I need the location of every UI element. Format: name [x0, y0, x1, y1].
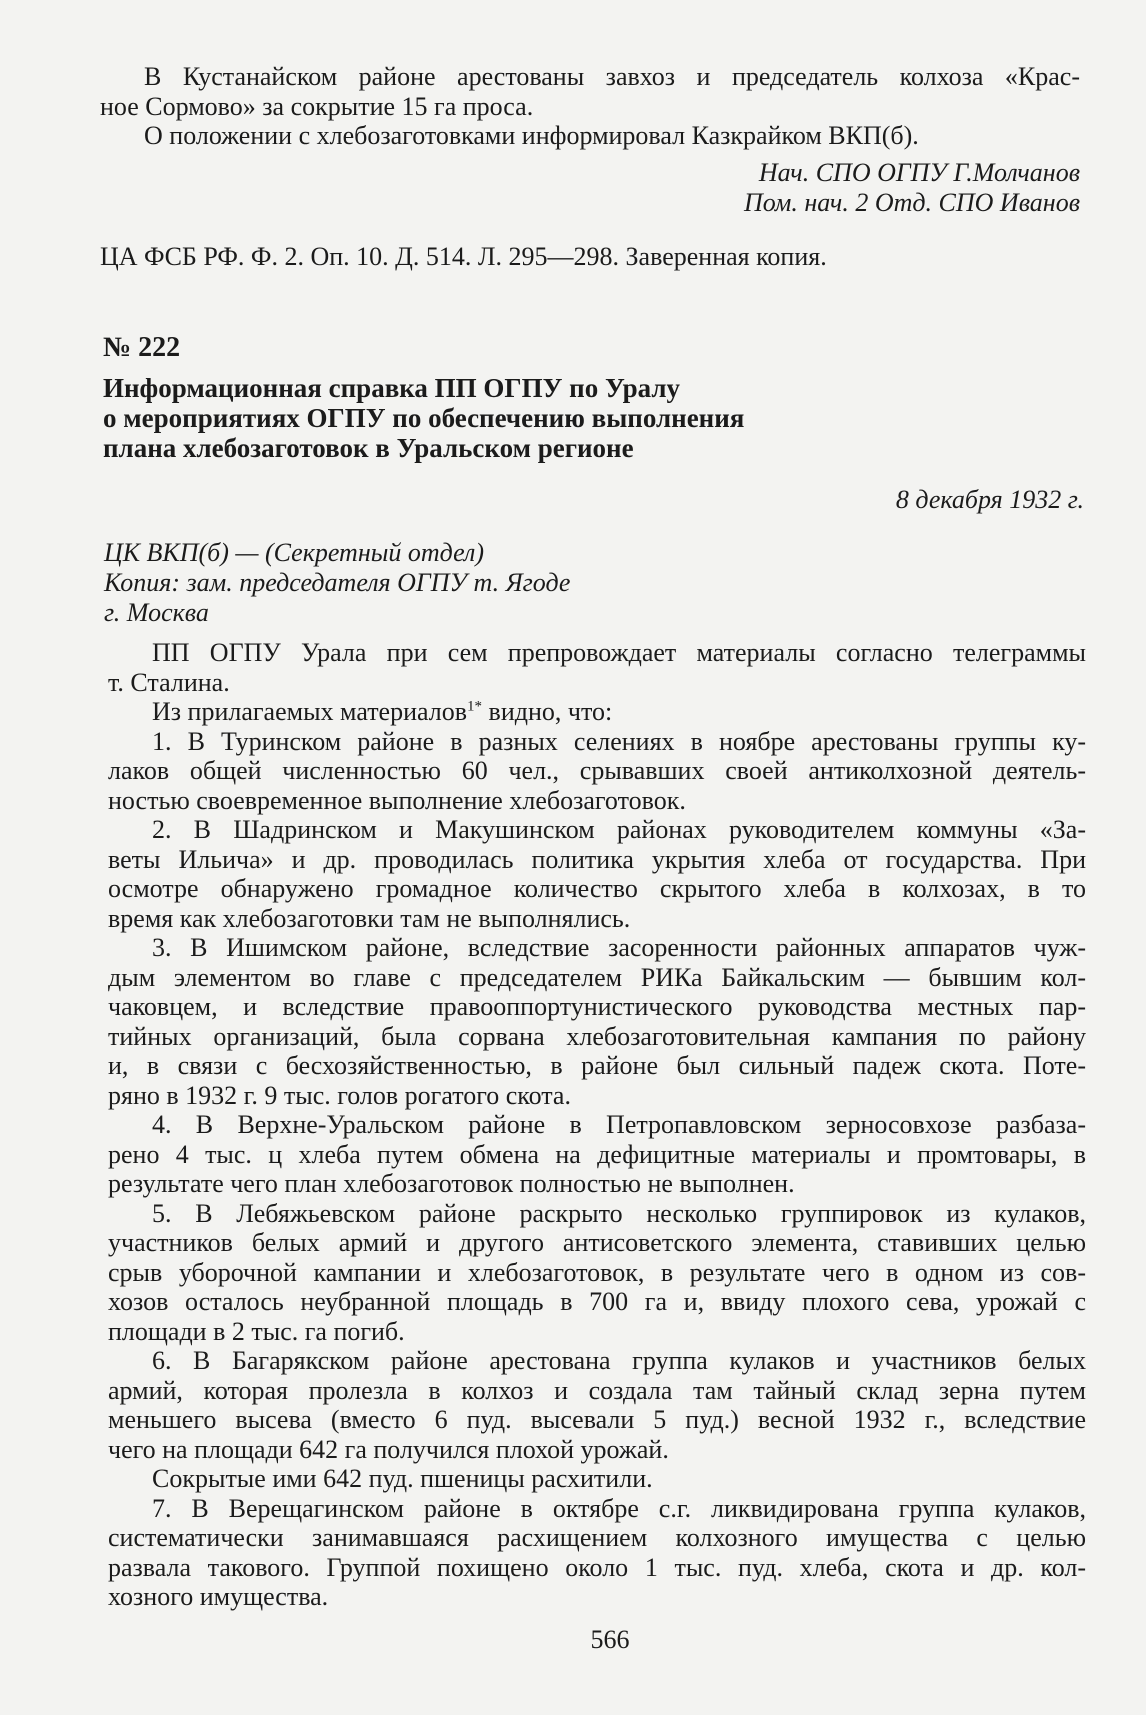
text-line: веты Ильича» и др. проводилась политика укрытия хлеба от государства. При [108, 844, 1086, 874]
text-line: 6. В Багарякском районе арестована группа кулаков и участников белых [152, 1346, 1086, 1375]
text-line: хозного имущества. [108, 1582, 329, 1611]
signatures [100, 158, 1080, 217]
previous-document-text [100, 62, 1080, 151]
text-line: ное Сормово» за сокрытие 15 га проса. [100, 91, 534, 121]
text-line: ряно в 1932 г. 9 тыс. голов рогатого скота. [108, 1080, 571, 1110]
text-line: и, в связи с бесхозяйственностью, в районе был сильный падеж скота. Поте- [108, 1051, 1086, 1080]
text-line: В Кустанайском районе арестованы завхоз и председатель колхоза «Крас- [144, 62, 1080, 91]
title-line: Информационная справка ПП ОГПУ по Уралу [103, 373, 680, 403]
text-line: О положении с хлебозаготовками информировал Казкрайком ВКП(б). [144, 121, 919, 150]
text-line: рено 4 тыс. ц хлеба путем обмена на дефицитные материалы и промтовары, в [108, 1139, 1086, 1169]
addressee-line: Копия: зам. председателя ОГПУ т. Ягоде [104, 568, 571, 597]
paragraph [108, 1346, 1086, 1464]
text-line: ностью своевременное выполнение хлебозаготовок. [108, 785, 686, 815]
paragraph [108, 1199, 1086, 1347]
document-number: № 222 [103, 332, 181, 363]
text-line: меньшего высева (вместо 6 пуд. высевали 5 пуд.) весной 1932 г., вследствие [108, 1405, 1086, 1434]
text-line: развала такового. Группой похищено около 1 тыс. пуд. хлеба, скота и др. кол- [108, 1552, 1086, 1582]
text-line: площади в 2 тыс. га погиб. [108, 1316, 405, 1346]
addressee-line: ЦК ВКП(б) — (Секретный отдел) [104, 538, 484, 567]
page-number: 566 [590, 1625, 630, 1654]
paragraph [108, 727, 1086, 816]
text-line: чего на площади 642 га получился плохой урожай. [108, 1434, 669, 1464]
text-line: дым элементом во главе с председателем РИКа Байкальским — бывшим кол- [108, 962, 1086, 992]
text-line: армий, которая пролезла в колхоз и создала там тайный склад зерна путем [108, 1375, 1086, 1405]
text-line: хозов осталось неубранной площадь в 700 га и, ввиду плохого сева, урожай с [108, 1287, 1086, 1316]
footnote-mark[interactable]: 1* [467, 698, 483, 715]
document-body [108, 638, 1086, 1612]
signature-line: Пом. нач. 2 Отд. СПО Иванов [743, 187, 1080, 217]
document-date: 8 декабря 1932 г. [895, 485, 1084, 514]
text-line: 1. В Туринском районе в разных селениях в ноябре арестованы группы ку- [152, 726, 1086, 756]
document-title [103, 373, 744, 463]
paragraph [108, 1494, 1086, 1612]
text-line: ПП ОГПУ Урала при сем препровождает материалы согласно телеграммы [152, 638, 1086, 667]
text-line: время как хлебозаготовки там не выполнялись. [108, 903, 631, 933]
signature-line: Нач. СПО ОГПУ Г.Молчанов [758, 158, 1080, 187]
text-line: Из прилагаемых материалов$^{1*}$ видно, что: [152, 697, 613, 726]
text-line: систематически занимавшаяся расхищением колхозного имущества с целью [108, 1523, 1086, 1552]
text-line: чаковцем, и вследствие правооппортунистического руководства местных пар- [108, 992, 1086, 1021]
paragraph [108, 933, 1086, 1110]
text-line: 2. В Шадринском и Макушинском районах руководителем коммуны «За- [152, 815, 1086, 844]
title-line: плана хлебозаготовок в Уральском регионе [103, 433, 634, 463]
text-line: лаков общей численностью 60 чел., срывавших своей антиколхозной деятель- [108, 756, 1086, 785]
text-line: тийных организаций, была сорвана хлебозаготовительная кампания по району [108, 1021, 1086, 1051]
text-line: 7. В Верещагинском районе в октябре с.г. ликвидирована группа кулаков, [152, 1493, 1086, 1523]
paragraph [100, 62, 1080, 121]
text-line: результате чего план хлебозаготовок полностью не выполнен. [108, 1169, 795, 1198]
text-line: участников белых армий и другого антисоветского элемента, ставивших целью [108, 1228, 1086, 1257]
text-line: срыв уборочной кампании и хлебозаготовок, в результате чего в одном из сов- [108, 1257, 1086, 1287]
text-line: Сокрытые ими 642 пуд. пшеницы расхитили. [152, 1464, 653, 1493]
paragraph [108, 1110, 1086, 1199]
addressees [104, 538, 1084, 628]
addressee-line: г. Москва [104, 598, 209, 627]
paragraph [108, 815, 1086, 933]
text-line: 4. В Верхне-Уральском районе в Петропавловском зерносовхозе разбаза- [152, 1110, 1086, 1139]
text-line: 5. В Лебяжьевском районе раскрыто несколько группировок из кулаков, [152, 1198, 1086, 1228]
archive-source: ЦА ФСБ РФ. Ф. 2. Оп. 10. Д. 514. Л. 295—298. Заверенная копия. [100, 242, 827, 271]
text-line: осмотре обнаружено громадное количество скрытого хлеба в колхозах, в то [108, 874, 1086, 903]
text-line: 3. В Ишимском районе, вследствие засоренности районных аппаратов чуж- [152, 933, 1086, 962]
title-line: о мероприятиях ОГПУ по обеспечению выполнения [103, 403, 745, 433]
text-line: т. Сталина. [108, 667, 230, 697]
paragraph [100, 121, 1080, 151]
paragraph [108, 1464, 1086, 1494]
paragraph [108, 697, 1086, 727]
paragraph [108, 638, 1086, 697]
